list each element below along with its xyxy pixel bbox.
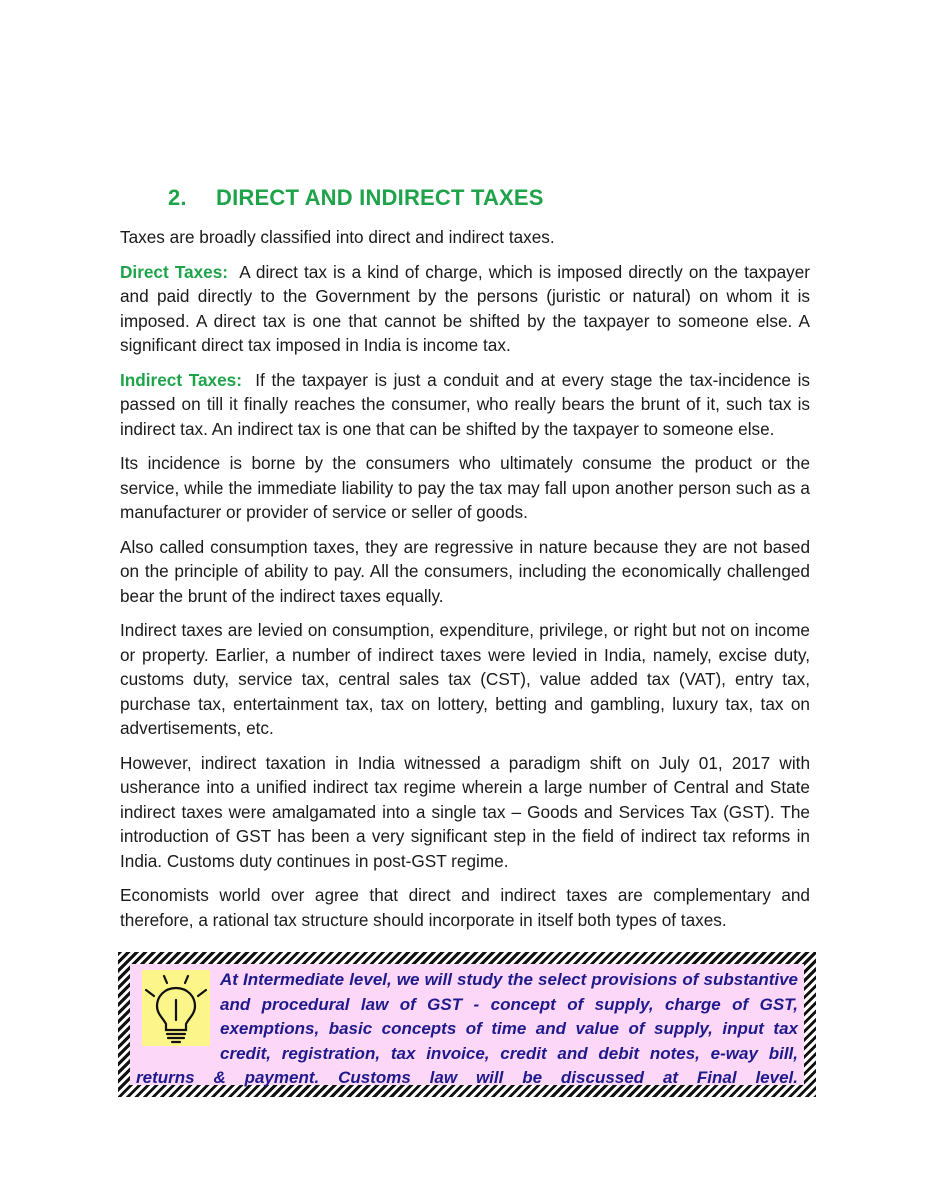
direct-taxes-text: A direct tax is a kind of charge, which is imposed directly on the taxpayer and paid directly to the Government by the persons (juristic or natural) on whom it is imposed. A direct tax is one that cannot be shifted by the taxpayer to someone else. A significant direct tax imposed in India is income tax. <box>120 261 811 355</box>
incidence-paragraph: Its incidence is borne by the consumers who ultimately consume the product or the service, while the immediate liability to pay the tax may fall upon another person such as a manufacturer or provider of service or seller of goods. <box>120 453 810 522</box>
gst-paragraph: However, indirect taxation in India witnessed a paradigm shift on July 01, 2017 with usherance into a unified indirect tax regime wherein a large number of Central and State indirect taxes were amalgamated into a single tax – Goods and Services Tax (GST). The introduction of GST has been a very significant step in the field of indirect tax reforms in India. Customs duty continues in post-GST regime. <box>120 752 810 871</box>
note-text: At Intermediate level, we will study the select provisions of substantive and procedural law of GST - concept of supply, charge of GST, exemptions, basic concepts of time and value of supply, input tax credit, registration, tax invoice, credit and debit notes, e-way bill, returns & payment. Customs law will be discussed at Final level. <box>136 970 798 1087</box>
indirect-taxes-paragraph <box>120 368 810 442</box>
indirect-taxes-term: Indirect Taxes: <box>120 369 242 390</box>
direct-taxes-paragraph <box>120 260 810 358</box>
page-content <box>120 185 810 942</box>
indirect-taxes-text: If the taxpayer is just a conduit and at every stage the tax-incidence is passed on till it finally reaches the consumer, who really bears the brunt of it, such tax is indirect tax. An indirect tax is one that can be shifted by the taxpayer to someone else. <box>120 369 810 439</box>
section-number: 2. <box>168 185 187 210</box>
consumption-paragraph: Also called consumption taxes, they are regressive in nature because they are not based on the principle of ability to pay. All the consumers, including the economically challenged bear the brunt of the indirect taxes equally. <box>120 536 810 606</box>
section-heading <box>168 185 810 211</box>
lightbulb-icon <box>142 970 210 1046</box>
note-box-inner <box>130 964 804 1085</box>
section-title: DIRECT AND INDIRECT TAXES <box>216 185 544 210</box>
economists-paragraph: Economists world over agree that direct and indirect taxes are complementary and therefore, a rational tax structure should incorporate in itself both types of taxes. <box>120 885 810 930</box>
levied-paragraph: Indirect taxes are levied on consumption, expenditure, privilege, or right but not on income or property. Earlier, a number of indirect taxes were levied in India, namely, excise duty, customs duty, service tax, central sales tax (CST), value added tax (VAT), entry tax, purchase tax, entertainment tax, tax on lottery, betting and gambling, luxury tax, tax on advertisements, etc. <box>120 620 810 738</box>
direct-taxes-term: Direct Taxes: <box>120 261 229 282</box>
note-box <box>118 952 816 1097</box>
intro-paragraph: Taxes are broadly classified into direct and indirect taxes. <box>120 227 555 247</box>
